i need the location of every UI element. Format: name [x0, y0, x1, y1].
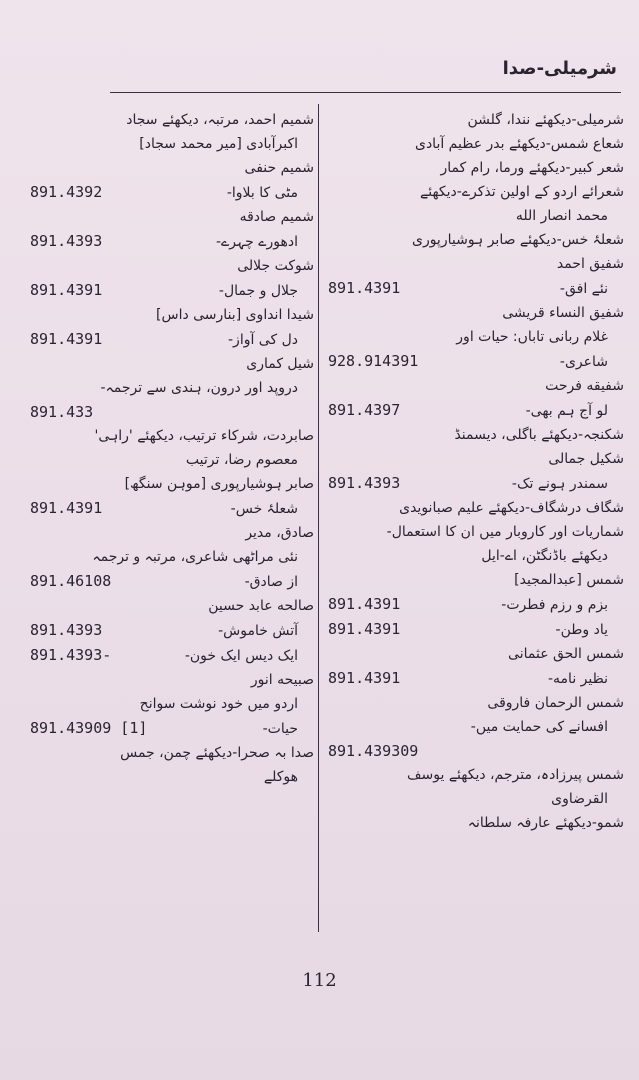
classification-number: 891.4393: [328, 474, 401, 492]
index-entry: [30, 352, 314, 376]
index-entry: [30, 545, 314, 569]
entry-text: معصوم رضا، ترتیب: [185, 452, 298, 468]
entry-text: شمیم حنفی: [244, 160, 314, 176]
index-entry: [328, 811, 624, 835]
index-entry: [328, 471, 624, 496]
entry-text: شوکت جلالی: [237, 258, 314, 274]
index-entry: [328, 252, 624, 276]
index-entry: [328, 787, 624, 811]
entry-text: شیل کماری: [246, 356, 314, 372]
classification-number: 891.4393-: [30, 646, 112, 664]
index-entry: [328, 132, 624, 156]
entry-text: ادھورے چہرے-: [216, 234, 298, 250]
classification-number: 891.4391: [30, 281, 103, 299]
classification-number: 891.4391: [30, 330, 103, 348]
index-entry: [30, 618, 314, 643]
entry-text: شعلۂ خس-: [230, 501, 298, 517]
index-entry: [30, 692, 314, 716]
index-entry: [328, 691, 624, 715]
index-entry: [328, 763, 624, 787]
right-column: [328, 108, 624, 938]
entry-text: حیات-: [262, 721, 298, 737]
entry-text: شکنجہ-دیکھئے باگلی، دیسمنڈ: [454, 427, 624, 443]
index-entry: [328, 108, 624, 132]
entry-text: دیکھئے باڈنگٹن، اے-ایل: [481, 548, 608, 564]
entry-text: شیدا انداوی [بنارسی داس]: [156, 307, 314, 323]
entry-text: شعرائے اردو کے اولین تذکرے-دیکھئے: [420, 184, 624, 200]
entry-text: شمس الحق عثمانی: [508, 646, 624, 662]
index-entry: [30, 765, 314, 789]
classification-number: 891.4391: [328, 669, 401, 687]
index-entry: [328, 398, 624, 423]
index-entry: [30, 643, 314, 668]
index-entry: [328, 349, 624, 374]
header-rule: [110, 92, 621, 93]
index-entry: [30, 424, 314, 448]
entry-text: نظیر نامه-: [548, 671, 608, 687]
entry-text: شعاع شمس-دیکھئے بدر عظیم آبادی: [414, 136, 624, 152]
entry-text: شمس پیرزادہ، مترجم، دیکھئے یوسف: [407, 767, 624, 783]
index-entry: [328, 228, 624, 252]
classification-number: 891.4393: [30, 232, 103, 250]
entry-text: آتش خاموش-: [218, 623, 298, 639]
entry-text: شفیق النساء قریشی: [502, 305, 624, 321]
classification-number: 891.46108: [30, 572, 112, 590]
entry-text: شعر کبیر-دیکھئے ورما، رام کمار: [440, 160, 624, 176]
entry-text: لو آج ہم بھی-: [525, 403, 608, 419]
entry-text: هوکلے: [263, 769, 298, 785]
entry-text: دل کی آواز-: [228, 332, 298, 348]
entry-text: شاعری-: [559, 354, 608, 370]
entry-text: اردو میں خود نوشت سوانح: [139, 696, 298, 712]
entry-text: یاد وطن-: [555, 622, 608, 638]
index-entry: [328, 180, 624, 204]
index-entry: [30, 472, 314, 496]
entry-text: صدا بہ صحرا-دیکھئے چمن، جمس: [120, 745, 314, 761]
entry-text: بزم و رزم فطرت-: [501, 597, 608, 613]
index-entry: [328, 715, 624, 739]
classification-number: 891.4393: [30, 621, 103, 639]
index-entry: [328, 423, 624, 447]
entry-text: شکیل جمالی: [548, 451, 624, 467]
entry-text: محمد انصار الله: [515, 208, 608, 224]
entry-text: شرمیلی-دیکھئے نندا، گلشن: [467, 112, 624, 128]
classification-number: 891.4391: [328, 595, 401, 613]
index-entry: [30, 327, 314, 352]
classification-number: 891.4391: [30, 499, 103, 517]
index-entry: [30, 132, 314, 156]
entry-text: شگاف درشگاف-دیکھئے علیم صبانویدی: [399, 500, 624, 516]
classification-number: 891.433: [30, 403, 94, 421]
entry-text: مٹی کا بلاوا-: [226, 185, 298, 201]
index-entry: [30, 741, 314, 765]
index-entry: [30, 668, 314, 692]
classification-number: 891.4392: [30, 183, 103, 201]
index-entry: [328, 301, 624, 325]
index-entry: [30, 108, 314, 132]
index-entry: [30, 448, 314, 472]
index-entry: [30, 496, 314, 521]
classification-number: 891.4391: [328, 279, 401, 297]
index-entry: [30, 569, 314, 594]
entry-text: ایک دیس ایک خون-: [184, 648, 298, 664]
entry-text: اکبرآبادی [میر محمد سجاد]: [139, 136, 298, 152]
running-head: شرمیلی-صدا: [502, 58, 617, 79]
entry-text: صابر ہوشیارپوری [موہن سنگھ]: [124, 476, 314, 492]
entry-text: افسانے کی حمایت میں-: [470, 719, 608, 735]
entry-text: شمو-دیکھئے عارفہ سلطانہ: [467, 815, 624, 831]
index-entry: [30, 594, 314, 618]
index-entry: [30, 205, 314, 229]
entry-text: القرضاوی: [551, 791, 608, 807]
index-entry: [328, 544, 624, 568]
entry-text: دروپد اور درون، ہندی سے ترجمہ-: [100, 380, 298, 396]
index-entry: [328, 204, 624, 228]
entry-text: سمندر ہونے تک-: [511, 476, 608, 492]
left-column: [30, 108, 314, 938]
entry-text: صابردت، شرکاء ترتیب، دیکھئے 'راہی': [94, 428, 314, 444]
entry-text: شفیق احمد: [556, 256, 624, 272]
entry-text: صبیحه انور: [250, 672, 314, 688]
index-entry: [328, 447, 624, 471]
index-entry: [328, 496, 624, 520]
entry-text: نئی مراٹھی شاعری، مرتبہ و ترجمہ: [92, 549, 298, 565]
classification-number: 891.4397: [328, 401, 401, 419]
index-entry: [30, 180, 314, 205]
classification-number: 891.43909 [1]: [30, 719, 148, 737]
index-entry: [30, 521, 314, 545]
index-entry: [328, 739, 624, 763]
entry-text: شمیم صادقه: [239, 209, 314, 225]
index-entry: [30, 278, 314, 303]
classification-number: 891.4391: [328, 620, 401, 638]
entry-text: شماریات اور کاروبار میں ان کا استعمال-: [386, 524, 624, 540]
page-number: 112: [302, 970, 337, 991]
column-divider: [318, 104, 319, 932]
entry-text: شمیم احمد، مرتبہ، دیکھئے سجاد: [126, 112, 314, 128]
classification-number: 891.439309: [328, 742, 419, 760]
entry-text: شفیقه فرحت: [545, 378, 624, 394]
index-entry: [328, 276, 624, 301]
index-entry: [328, 666, 624, 691]
index-entry: [328, 325, 624, 349]
index-entry: [30, 716, 314, 741]
entry-text: شعلۂ خس-دیکھئے صابر ہوشیارپوری: [411, 232, 624, 248]
entry-text: از صادق-: [244, 574, 298, 590]
entry-text: غلام ربانی تاباں: حیات اور: [456, 329, 608, 345]
index-entry: [30, 254, 314, 278]
index-entry: [30, 156, 314, 180]
entry-text: جلال و جمال-: [218, 283, 298, 299]
entry-text: نئے افق-: [559, 281, 608, 297]
index-entry: [328, 568, 624, 592]
index-entry: [30, 376, 314, 400]
index-entry: [328, 156, 624, 180]
classification-number: 928.914391: [328, 352, 419, 370]
entry-text: صالحه عابد حسین: [208, 598, 314, 614]
entry-text: شمس الرحمان فاروقی: [487, 695, 624, 711]
index-entry: [328, 520, 624, 544]
index-entry: [328, 642, 624, 666]
index-entry: [328, 374, 624, 398]
index-entry: [328, 617, 624, 642]
entry-text: شمس [عبدالمجید]: [514, 572, 624, 588]
index-entry: [30, 229, 314, 254]
index-entry: [30, 400, 314, 424]
index-entry: [328, 592, 624, 617]
entry-text: صادق، مدیر: [245, 525, 314, 541]
index-entry: [30, 303, 314, 327]
